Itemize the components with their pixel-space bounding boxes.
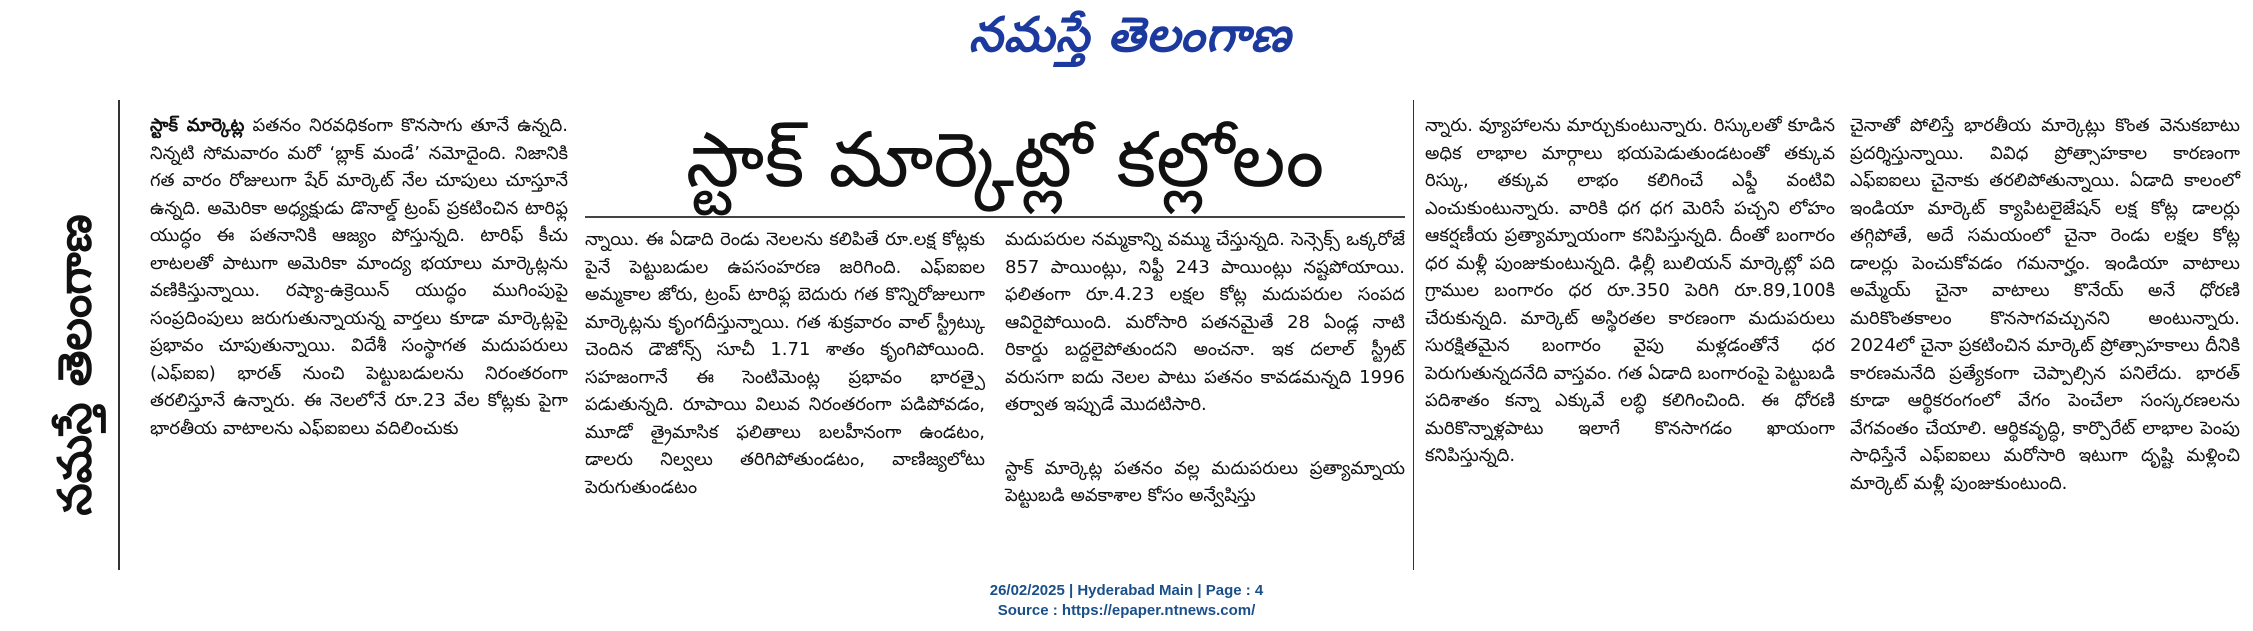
vertical-logo <box>40 175 110 555</box>
column-1-text: పతనం నిరవధికంగా కొనసాగు తూనే ఉన్నది. నిన్నటి సోమవారం మరో ‘బ్లాక్ మండే’ నమోదైంది. నిజానికి గత వారం రోజులుగా షేర్ మార్కెట్ నేల చూపులు చూస్తూనే ఉన్నది. అమెరికా అధ్యక్షుడు డొనాల్డ్ ట్రంప్ ప్రకటించిన టారిఫ్ల యుద్ధం ఈ పతనానికి ఆజ్యం పోస్తున్నది. టారిఫ్ కీచు లాటలతో పాటుగా అమెరికా మాంద్య భయాలు మార్కెట్లను వణికిస్తున్నాయి. రష్యా-ఉక్రెయిన్ యుద్ధం ముగింపుపై సంప్రదింపులు జరుగుతున్నాయన్న వార్తలు కూడా మార్కెట్లపై ప్రభావం చూపుతున్నాయి. విదేశీ సంస్థాగత మదుపరులు (ఎఫ్ఐఐ) భారత్ నుంచి పెట్టుబడులను నిరంతరంగా తరలిస్తూనే ఉన్నారు. ఈ నెలలోనే రూ.23 వేల కోట్లకు పైగా భారతీయ వాటాలను ఎఫ్ఐఐలు వదిలించుకు <box>150 115 568 439</box>
column-5-text: చైనాతో పోలిస్తే భారతీయ మార్కెట్లు కొంత వెనుకబాటు ప్రదర్శిస్తున్నాయి. వివిధ ప్రోత్సాహకాల కారణంగా ఎఫ్ఐఐలు చైనాకు తరలిపోతున్నాయి. ఏడాది కాలంలో ఇండియా మార్కెట్ క్యాపిటలైజేషన్ లక్ష కోట్ల డాలర్లు తగ్గిపోతే, అదే సమయంలో చైనా రెండు లక్షల కోట్ల డాలర్లు పెంచుకోవడం గమనార్హం. ఇండియా వాటాలు అమ్మేయ్ చైనా వాటాలు కొనేయ్ అనే ధోరణి మరికొంతకాలం కొనసాగవచ్చునని అంటున్నారు. 2024లో చైనా ప్రకటించిన మార్కెట్ ప్రోత్సాహకాలు దీనికి కారణమనేది ప్రత్యేకంగా చెప్పాల్సిన పనిలేదు. భారత్ కూడా ఆర్థికరంగంలో వేగం పెంచేలా సంస్కరణలను వేగవంతం చేయాలి. ఆర్థికవృద్ధి, కార్పొరేట్ లాభాల పెంపు సాధిస్తేనే ఎఫ్ఐఐలు మరోసారి ఇటుగా దృష్టి మళ్లించి మార్కెట్ మళ్లీ పుంజుకుంటుంది. <box>1850 115 2240 494</box>
logo-divider <box>118 100 120 570</box>
lead-word: స్టాక్ మార్కెట్ల <box>150 115 245 136</box>
article-column-5 <box>1850 112 2240 497</box>
vertical-logo-text: నమస్తే తెలంగాణ <box>48 214 103 516</box>
column-divider <box>1413 100 1414 570</box>
article-column-3 <box>1005 226 1405 510</box>
headline-text: స్టాక్ మార్కెట్లో కల్లోలం <box>685 115 1325 204</box>
column-4-text: న్నారు. వ్యూహాలను మార్చుకుంటున్నారు. రిస్కులతో కూడిన అధిక లాభాల మార్గాలు భయపెడుతుండటంతో తక్కువ రిస్కు, తక్కువ లాభం కలిగించే ఎఫ్డీ వంటివి ఎంచుకుంటున్నారు. వారికి ధగ ధగ మెరిసే పచ్చని లోహం ఆకర్షణీయ ప్రత్యామ్నాయంగా కనిపిస్తున్నది. దీంతో బంగారం ధర మళ్లీ పుంజుకుంటున్నది. ఢిల్లీ బులియన్ మార్కెట్లో పది గ్రాముల బంగారం ధర రూ.350 పెరిగి రూ.89,100కి చేరుకున్నది. మార్కెట్ అస్థిరతల కారణంగా మదుపరులు సురక్షితమైన బంగారం వైపు మళ్లడంతోనే ధర పెరుగుతున్నదనేది వాస్తవం. గత ఏడాది బంగారంపై పెట్టుబడి పదిశాతం కన్నా ఎక్కువే లబ్ధి కలిగించింది. ఈ ధోరణి మరికొన్నాళ్లపాటు ఇలాగే కొనసాగడం ఖాయంగా కనిపిస్తున్నది. <box>1425 115 1835 466</box>
column-3-paragraph-2: స్టాక్ మార్కెట్ల పతనం వల్ల మదుపరులు ప్రత్యామ్నాయ పెట్టుబడి అవకాశాల కోసం అన్వేషిస్తు <box>1005 457 1405 506</box>
headline <box>585 110 1425 210</box>
masthead-title: నమస్తే తెలంగాణ <box>968 7 1292 63</box>
article-column-2 <box>585 226 985 501</box>
paragraph <box>150 112 568 442</box>
footer-source: Source : https://epaper.ntnews.com/ <box>997 602 1256 619</box>
footer-edition: 26/02/2025 | Hyderabad Main | Page : 4 <box>989 582 1264 599</box>
column-2-text: న్నాయి. ఈ ఏడాది రెండు నెలలను కలిపితే రూ.లక్ష కోట్లకు పైనే పెట్టుబడుల ఉపసంహరణ జరిగింది. ఎఫ్ఐఐల అమ్మకాల జోరు, ట్రంప్ టారిఫ్ల బెదురు గత కొన్నిరోజులుగా మార్కెట్లను కృంగదీస్తున్నాయి. గత శుక్రవారం వాల్ స్ట్రీట్కు చెందిన డౌజోన్స్ సూచీ 1.71 శాతం కృంగిపోయింది. సహజంగానే ఈ సెంటిమెంట్ల ప్రభావం భారత్పై పడుతున్నది. రూపాయి విలువ నిరంతరంగా పడిపోవడం, మూడో త్రైమాసిక ఫలితాలు బలహీనంగా ఉండటం, డాలరు నిల్వలు తరిగిపోతుండటం, వాణిజ్యలోటు పెరుగుతుండటం <box>585 229 985 498</box>
column-3-paragraph-1: మదుపరుల నమ్మకాన్ని వమ్ము చేస్తున్నది. సెన్సెక్స్ ఒక్కరోజే 857 పాయింట్లు, నిఫ్టీ 243 పాయింట్లు నష్టపోయాయి. ఫలితంగా రూ.4.23 లక్షల కోట్ల మదుపరుల సంపద ఆవిరైపోయింది. మరోసారి పతనమైతే 28 ఏండ్ల నాటి రికార్డు బద్దలైపోతుందని అంచనా. ఇక దలాల్ స్ట్రీట్ వరుసగా ఐదు నెలల పాటు పతనం కావడమన్నది 1996 తర్వాత ఇప్పుడే మొదటిసారి. <box>1005 229 1405 415</box>
masthead-logo <box>930 4 1330 66</box>
article-column-1 <box>150 112 568 442</box>
article-column-4 <box>1425 112 1835 470</box>
headline-rule <box>585 216 1405 218</box>
